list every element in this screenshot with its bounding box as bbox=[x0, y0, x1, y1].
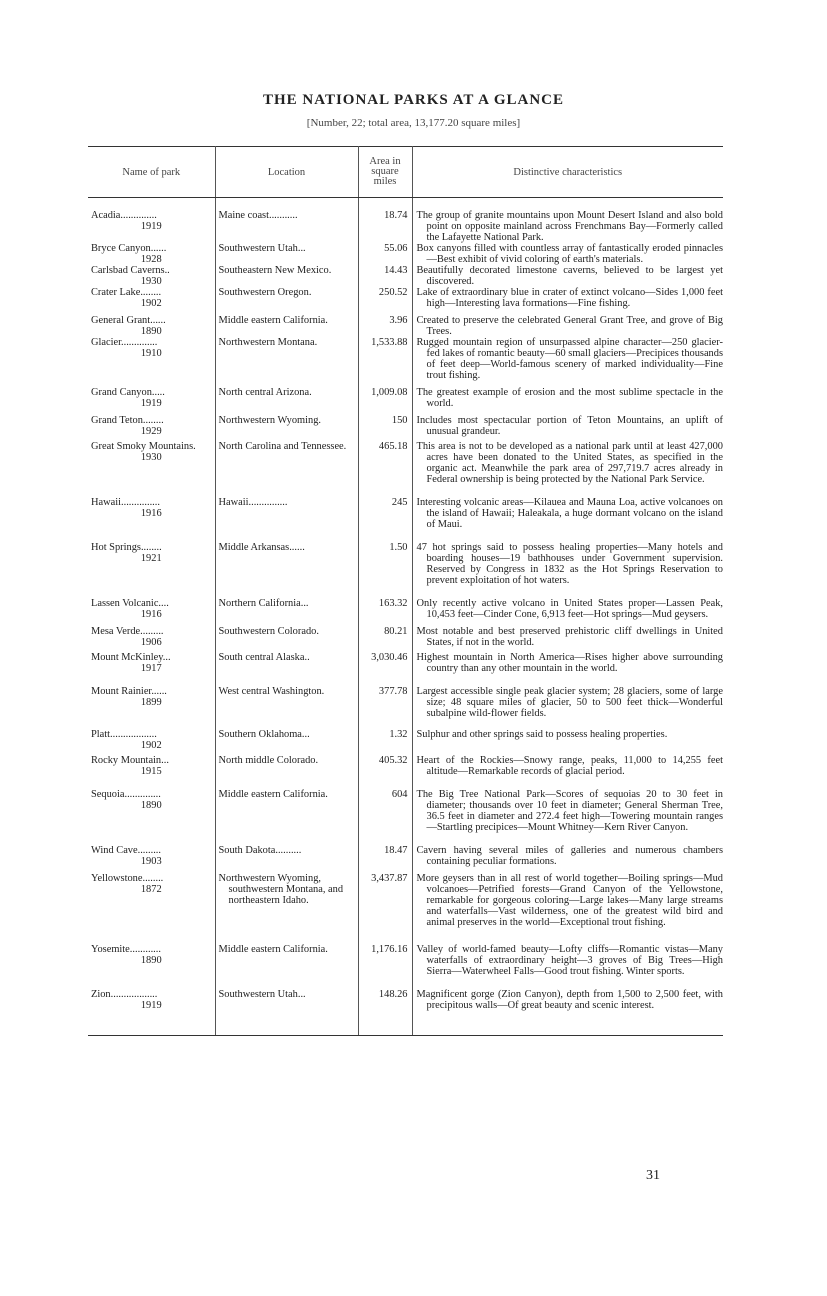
table-row bbox=[88, 789, 723, 833]
location-text: Middle eastern California. bbox=[218, 789, 328, 800]
location-text: Southwestern Colorado. bbox=[218, 626, 319, 637]
park-year: 1872 bbox=[140, 884, 162, 895]
park-characteristics bbox=[412, 944, 723, 977]
park-characteristics bbox=[412, 387, 723, 409]
table-header-row bbox=[88, 147, 723, 198]
end-cell bbox=[215, 1011, 358, 1036]
row-spacer bbox=[88, 485, 723, 497]
spacer-cell bbox=[215, 674, 358, 686]
park-characteristics bbox=[412, 497, 723, 530]
end-cell bbox=[412, 1011, 723, 1036]
table-row bbox=[88, 755, 723, 777]
park-area: 3,030.46 bbox=[358, 652, 412, 674]
park-location bbox=[215, 441, 358, 485]
spacer-cell bbox=[358, 586, 412, 598]
spacer-cell bbox=[215, 977, 358, 989]
park-characteristics bbox=[412, 989, 723, 1011]
characteristics-text: Valley of world-famed beauty—Lofty cliffs—Romantic vistas—Many waterfalls of extraordinary height—3 groves of Big Trees—High Sierra—Waterwheel Falls—Good trout fishing. Winter sports. bbox=[416, 944, 723, 977]
park-year: 1902 bbox=[140, 740, 162, 751]
table-row bbox=[88, 686, 723, 719]
characteristics-text: This area is not to be developed as a national park until at least 427,000 acres have been donated to the United States, as specified in the organic act. Meanwhile the park area of 297,719.7 acres already in Federal ownership is being protected by the National Park Service. bbox=[416, 441, 723, 485]
park-location bbox=[215, 598, 358, 620]
characteristics-text: 47 hot springs said to possess healing properties—Many hotels and boarding houses—19 bathhouses under Government supervision. Reserved by Congress in 1832 as the Hot Springs Reservation to prevent exploitation of hot waters. bbox=[416, 542, 723, 586]
park-name: Rocky Mountain... bbox=[91, 755, 169, 766]
park-location bbox=[215, 652, 358, 674]
park-name: Bryce Canyon...... bbox=[91, 243, 167, 254]
park-cell bbox=[88, 497, 215, 530]
park-name: Glacier.............. bbox=[91, 337, 158, 348]
location-text: Hawaii............... bbox=[218, 497, 288, 508]
park-name: Yosemite............ bbox=[91, 944, 161, 955]
park-name: Grand Canyon..... bbox=[91, 387, 165, 398]
park-area: 1,533.88 bbox=[358, 337, 412, 381]
table-row bbox=[88, 415, 723, 437]
park-cell bbox=[88, 598, 215, 620]
park-cell bbox=[88, 315, 215, 337]
park-cell bbox=[88, 845, 215, 867]
characteristics-text: Heart of the Rockies—Snowy range, peaks, 11,000 to 14,255 feet altitude—Remarkable records of glacial period. bbox=[416, 755, 723, 777]
park-year: 1930 bbox=[140, 452, 162, 463]
park-area: 465.18 bbox=[358, 441, 412, 485]
spacer-cell bbox=[215, 530, 358, 542]
park-area: 1,009.08 bbox=[358, 387, 412, 409]
spacer-cell bbox=[358, 777, 412, 789]
park-name: Lassen Volcanic.... bbox=[91, 598, 169, 609]
park-name: Hot Springs........ bbox=[91, 542, 162, 553]
park-characteristics bbox=[412, 652, 723, 674]
park-name: Platt.................. bbox=[91, 729, 157, 740]
spacer-cell bbox=[88, 198, 215, 211]
park-year: 1919 bbox=[140, 1000, 162, 1011]
spacer-cell bbox=[88, 928, 215, 944]
park-characteristics bbox=[412, 287, 723, 309]
park-area: 3.96 bbox=[358, 315, 412, 337]
park-year: 1928 bbox=[140, 254, 162, 265]
park-characteristics bbox=[412, 598, 723, 620]
spacer-cell bbox=[215, 485, 358, 497]
park-location bbox=[215, 542, 358, 586]
park-location bbox=[215, 626, 358, 648]
spacer-cell bbox=[412, 777, 723, 789]
spacer-cell bbox=[412, 833, 723, 845]
park-area: 1,176.16 bbox=[358, 944, 412, 977]
characteristics-text: Most notable and best preserved prehistoric cliff dwellings in United States, if not in the world. bbox=[416, 626, 723, 648]
park-year: 1899 bbox=[140, 697, 162, 708]
spacer-cell bbox=[88, 530, 215, 542]
park-cell bbox=[88, 755, 215, 777]
characteristics-text: The greatest example of erosion and the most sublime spectacle in the world. bbox=[416, 387, 723, 409]
park-year: 1915 bbox=[140, 766, 162, 777]
park-year: 1921 bbox=[140, 553, 162, 564]
park-area: 1.32 bbox=[358, 729, 412, 751]
park-cell bbox=[88, 542, 215, 586]
characteristics-text: Largest accessible single peak glacier system; 28 glaciers, some of large size; 48 square miles of glacier, 50 to 500 feet thick—Wonderful subalpine wild-flower fields. bbox=[416, 686, 723, 719]
location-text: Southern Oklahoma... bbox=[218, 729, 310, 740]
park-characteristics bbox=[412, 542, 723, 586]
park-area: 163.32 bbox=[358, 598, 412, 620]
park-cell bbox=[88, 626, 215, 648]
park-year: 1902 bbox=[140, 298, 162, 309]
characteristics-text: Sulphur and other springs said to possess healing properties. bbox=[416, 729, 668, 740]
characteristics-text: More geysers than in all rest of world together—Boiling springs—Mud volcanoes—Petrified forests—Grand Canyon of the Yellowstone, remarkable for gorgeous coloring—Large lakes—Many large streams and waterfalls—Vast wilderness, one of the greatest wild bird and animal preserves in the world—Exceptional trout fishing. bbox=[416, 873, 723, 928]
park-name: Zion.................. bbox=[91, 989, 158, 1000]
spacer-cell bbox=[88, 485, 215, 497]
table-row bbox=[88, 845, 723, 867]
park-characteristics bbox=[412, 729, 723, 751]
row-spacer bbox=[88, 674, 723, 686]
park-cell bbox=[88, 441, 215, 485]
park-area: 3,437.87 bbox=[358, 873, 412, 928]
park-name: Yellowstone........ bbox=[91, 873, 164, 884]
row-spacer bbox=[88, 928, 723, 944]
spacer-cell bbox=[412, 530, 723, 542]
characteristics-text: Rugged mountain region of unsurpassed alpine character—250 glacier-fed lakes of romantic beauty—60 small glaciers—Precipices thousands of feet deep—World-famous scenery of marked individuality—Fine trout fishing. bbox=[416, 337, 723, 381]
park-year: 1919 bbox=[140, 398, 162, 409]
characteristics-text: Lake of extraordinary blue in crater of extinct volcano—Sides 1,000 feet high—Interesting lava formations—Fine fishing. bbox=[416, 287, 723, 309]
row-spacer bbox=[88, 198, 723, 211]
characteristics-text: Cavern having several miles of galleries and numerous chambers containing peculiar formations. bbox=[416, 845, 723, 867]
spacer-cell bbox=[412, 674, 723, 686]
park-name: General Grant...... bbox=[91, 315, 166, 326]
park-year: 1929 bbox=[140, 426, 162, 437]
park-location bbox=[215, 873, 358, 928]
location-text: North Carolina and Tennessee. bbox=[218, 441, 347, 452]
spacer-cell bbox=[358, 485, 412, 497]
spacer-cell bbox=[88, 833, 215, 845]
spacer-cell bbox=[88, 586, 215, 598]
location-text: Southwestern Utah... bbox=[218, 989, 306, 1000]
park-area: 1.50 bbox=[358, 542, 412, 586]
park-characteristics bbox=[412, 873, 723, 928]
park-location bbox=[215, 265, 358, 287]
characteristics-text: Includes most spectacular portion of Teton Mountains, an uplift of unusual grandeur. bbox=[416, 415, 723, 437]
park-location bbox=[215, 337, 358, 381]
location-text: Northern California... bbox=[218, 598, 309, 609]
location-text: South central Alaska.. bbox=[218, 652, 310, 663]
table-row bbox=[88, 652, 723, 674]
row-spacer bbox=[88, 777, 723, 789]
table-row bbox=[88, 542, 723, 586]
row-spacer bbox=[88, 530, 723, 542]
park-location bbox=[215, 789, 358, 833]
park-characteristics bbox=[412, 441, 723, 485]
spacer-cell bbox=[215, 777, 358, 789]
spacer-cell bbox=[215, 833, 358, 845]
park-name: Crater Lake........ bbox=[91, 287, 162, 298]
park-cell bbox=[88, 686, 215, 719]
park-location bbox=[215, 755, 358, 777]
table-row bbox=[88, 944, 723, 977]
page-title: THE NATIONAL PARKS AT A GLANCE bbox=[262, 92, 565, 108]
spacer-cell bbox=[215, 198, 358, 211]
park-location bbox=[215, 287, 358, 309]
characteristics-text: Created to preserve the celebrated General Grant Tree, and grove of Big Trees. bbox=[416, 315, 723, 337]
spacer-cell bbox=[412, 586, 723, 598]
characteristics-text: Interesting volcanic areas—Kilauea and Mauna Loa, active volcanoes on the island of Hawaii; Haleakala, a huge dormant volcano on the island of Maui. bbox=[416, 497, 723, 530]
park-area: 18.47 bbox=[358, 845, 412, 867]
park-location bbox=[215, 686, 358, 719]
park-area: 604 bbox=[358, 789, 412, 833]
park-area: 148.26 bbox=[358, 989, 412, 1011]
header-characteristics: Distinctive characteristics bbox=[412, 147, 723, 198]
spacer-cell bbox=[358, 928, 412, 944]
spacer-cell bbox=[88, 719, 215, 729]
end-cell bbox=[88, 1011, 215, 1036]
park-year: 1910 bbox=[140, 348, 162, 359]
park-location bbox=[215, 989, 358, 1011]
park-location bbox=[215, 415, 358, 437]
park-year: 1917 bbox=[140, 663, 162, 674]
spacer-cell bbox=[358, 977, 412, 989]
spacer-cell bbox=[88, 777, 215, 789]
park-location bbox=[215, 243, 358, 265]
park-year: 1919 bbox=[140, 221, 162, 232]
park-area: 55.06 bbox=[358, 243, 412, 265]
spacer-cell bbox=[215, 928, 358, 944]
park-location bbox=[215, 944, 358, 977]
park-name: Mount Rainier...... bbox=[91, 686, 167, 697]
park-cell bbox=[88, 387, 215, 409]
location-text: Northwestern Montana. bbox=[218, 337, 318, 348]
park-location bbox=[215, 845, 358, 867]
park-characteristics bbox=[412, 415, 723, 437]
park-name: Carlsbad Caverns.. bbox=[91, 265, 170, 276]
park-cell bbox=[88, 789, 215, 833]
table-row bbox=[88, 337, 723, 381]
park-characteristics bbox=[412, 626, 723, 648]
table-row bbox=[88, 210, 723, 243]
page-subtitle: [Number, 22; total area, 13,177.20 square miles] bbox=[306, 117, 521, 129]
park-name: Hawaii............... bbox=[91, 497, 160, 508]
header-location: Location bbox=[215, 147, 358, 198]
table-row bbox=[88, 989, 723, 1011]
park-characteristics bbox=[412, 845, 723, 867]
table-end-row bbox=[88, 1011, 723, 1036]
characteristics-text: Magnificent gorge (Zion Canyon), depth from 1,500 to 2,500 feet, with precipitous walls—Of great beauty and scenic interest. bbox=[416, 989, 723, 1011]
park-characteristics bbox=[412, 337, 723, 381]
spacer-cell bbox=[412, 977, 723, 989]
location-text: Southwestern Utah... bbox=[218, 243, 306, 254]
header-name: Name of park bbox=[88, 147, 215, 198]
spacer-cell bbox=[412, 719, 723, 729]
location-text: South Dakota.......... bbox=[218, 845, 302, 856]
characteristics-text: The Big Tree National Park—Scores of sequoias 20 to 30 feet in diameter; thousands over 10 feet in diameter; General Sherman Tree, 36.5 feet in diameter and 272.4 feet high—Towering mountain ranges—Startling precipices—Mount Whitney—Kern River Canyon. bbox=[416, 789, 723, 833]
spacer-cell bbox=[358, 198, 412, 211]
park-location bbox=[215, 387, 358, 409]
location-text: Middle Arkansas...... bbox=[218, 542, 305, 553]
park-location bbox=[215, 315, 358, 337]
park-year: 1890 bbox=[140, 955, 162, 966]
location-text: Middle eastern California. bbox=[218, 944, 328, 955]
park-characteristics bbox=[412, 789, 723, 833]
park-area: 250.52 bbox=[358, 287, 412, 309]
park-location bbox=[215, 210, 358, 243]
park-location bbox=[215, 729, 358, 751]
table-row bbox=[88, 315, 723, 337]
park-characteristics bbox=[412, 243, 723, 265]
spacer-cell bbox=[358, 833, 412, 845]
park-area: 405.32 bbox=[358, 755, 412, 777]
table-row bbox=[88, 729, 723, 751]
characteristics-text: Box canyons filled with countless array of fantastically eroded pinnacles—Best exhibit of vivid coloring of earth's materials. bbox=[416, 243, 723, 265]
park-name: Mesa Verde......... bbox=[91, 626, 164, 637]
table-row bbox=[88, 243, 723, 265]
header-area: Area in square miles bbox=[358, 147, 412, 198]
table-body bbox=[88, 198, 723, 1036]
park-year: 1903 bbox=[140, 856, 162, 867]
location-text: Northwestern Wyoming, southwestern Montana, and northeastern Idaho. bbox=[218, 873, 344, 906]
park-cell bbox=[88, 989, 215, 1011]
location-text: Maine coast........... bbox=[218, 210, 298, 221]
spacer-cell bbox=[358, 530, 412, 542]
spacer-cell bbox=[215, 586, 358, 598]
spacer-cell bbox=[215, 719, 358, 729]
park-name: Grand Teton........ bbox=[91, 415, 164, 426]
park-cell bbox=[88, 265, 215, 287]
park-characteristics bbox=[412, 265, 723, 287]
characteristics-text: The group of granite mountains upon Mount Desert Island and also bold point on opposite mainland across Frenchmans Bay—Formerly called the Lafayette National Park. bbox=[416, 210, 723, 243]
location-text: North central Arizona. bbox=[218, 387, 312, 398]
park-area: 377.78 bbox=[358, 686, 412, 719]
row-spacer bbox=[88, 977, 723, 989]
park-year: 1930 bbox=[140, 276, 162, 287]
location-text: West central Washington. bbox=[218, 686, 325, 697]
park-location bbox=[215, 497, 358, 530]
spacer-cell bbox=[412, 485, 723, 497]
park-area: 18.74 bbox=[358, 210, 412, 243]
park-year: 1916 bbox=[140, 609, 162, 620]
park-cell bbox=[88, 415, 215, 437]
characteristics-text: Only recently active volcano in United States proper—Lassen Peak, 10,453 feet—Cinder Cone, 6,913 feet—Hot springs—Mud geysers. bbox=[416, 598, 723, 620]
park-cell bbox=[88, 873, 215, 928]
park-year: 1890 bbox=[140, 326, 162, 337]
park-name: Acadia.............. bbox=[91, 210, 157, 221]
table-row bbox=[88, 265, 723, 287]
table-row bbox=[88, 598, 723, 620]
park-name: Wind Cave......... bbox=[91, 845, 161, 856]
table-row bbox=[88, 873, 723, 928]
spacer-cell bbox=[358, 674, 412, 686]
location-text: Middle eastern California. bbox=[218, 315, 328, 326]
row-spacer bbox=[88, 586, 723, 598]
spacer-cell bbox=[412, 928, 723, 944]
park-characteristics bbox=[412, 686, 723, 719]
parks-table bbox=[88, 146, 723, 1036]
park-name: Sequoia.............. bbox=[91, 789, 161, 800]
spacer-cell bbox=[358, 719, 412, 729]
location-text: North middle Colorado. bbox=[218, 755, 319, 766]
park-area: 245 bbox=[358, 497, 412, 530]
park-name: Mount McKinley... bbox=[91, 652, 171, 663]
location-text: Southwestern Oregon. bbox=[218, 287, 312, 298]
park-cell bbox=[88, 652, 215, 674]
park-cell bbox=[88, 337, 215, 381]
page-number: 31 bbox=[646, 1168, 660, 1183]
park-cell bbox=[88, 210, 215, 243]
park-name: Great Smoky Mountains. bbox=[91, 441, 196, 452]
park-cell bbox=[88, 729, 215, 751]
table-row bbox=[88, 626, 723, 648]
table-row bbox=[88, 441, 723, 485]
end-cell bbox=[358, 1011, 412, 1036]
spacer-cell bbox=[88, 674, 215, 686]
row-spacer bbox=[88, 719, 723, 729]
park-area: 80.21 bbox=[358, 626, 412, 648]
location-text: Northwestern Wyoming. bbox=[218, 415, 321, 426]
park-characteristics bbox=[412, 755, 723, 777]
park-characteristics bbox=[412, 315, 723, 337]
table-row bbox=[88, 497, 723, 530]
characteristics-text: Beautifully decorated limestone caverns, believed to be largest yet discovered. bbox=[416, 265, 723, 287]
spacer-cell bbox=[412, 198, 723, 211]
park-cell bbox=[88, 944, 215, 977]
table-row bbox=[88, 387, 723, 409]
park-area: 150 bbox=[358, 415, 412, 437]
park-year: 1906 bbox=[140, 637, 162, 648]
park-year: 1916 bbox=[140, 508, 162, 519]
park-cell bbox=[88, 287, 215, 309]
park-year: 1890 bbox=[140, 800, 162, 811]
spacer-cell bbox=[88, 977, 215, 989]
park-characteristics bbox=[412, 210, 723, 243]
park-cell bbox=[88, 243, 215, 265]
table-row bbox=[88, 287, 723, 309]
row-spacer bbox=[88, 833, 723, 845]
characteristics-text: Highest mountain in North America—Rises higher above surrounding country than any other mountain in the world. bbox=[416, 652, 723, 674]
location-text: Southeastern New Mexico. bbox=[218, 265, 332, 276]
park-area: 14.43 bbox=[358, 265, 412, 287]
